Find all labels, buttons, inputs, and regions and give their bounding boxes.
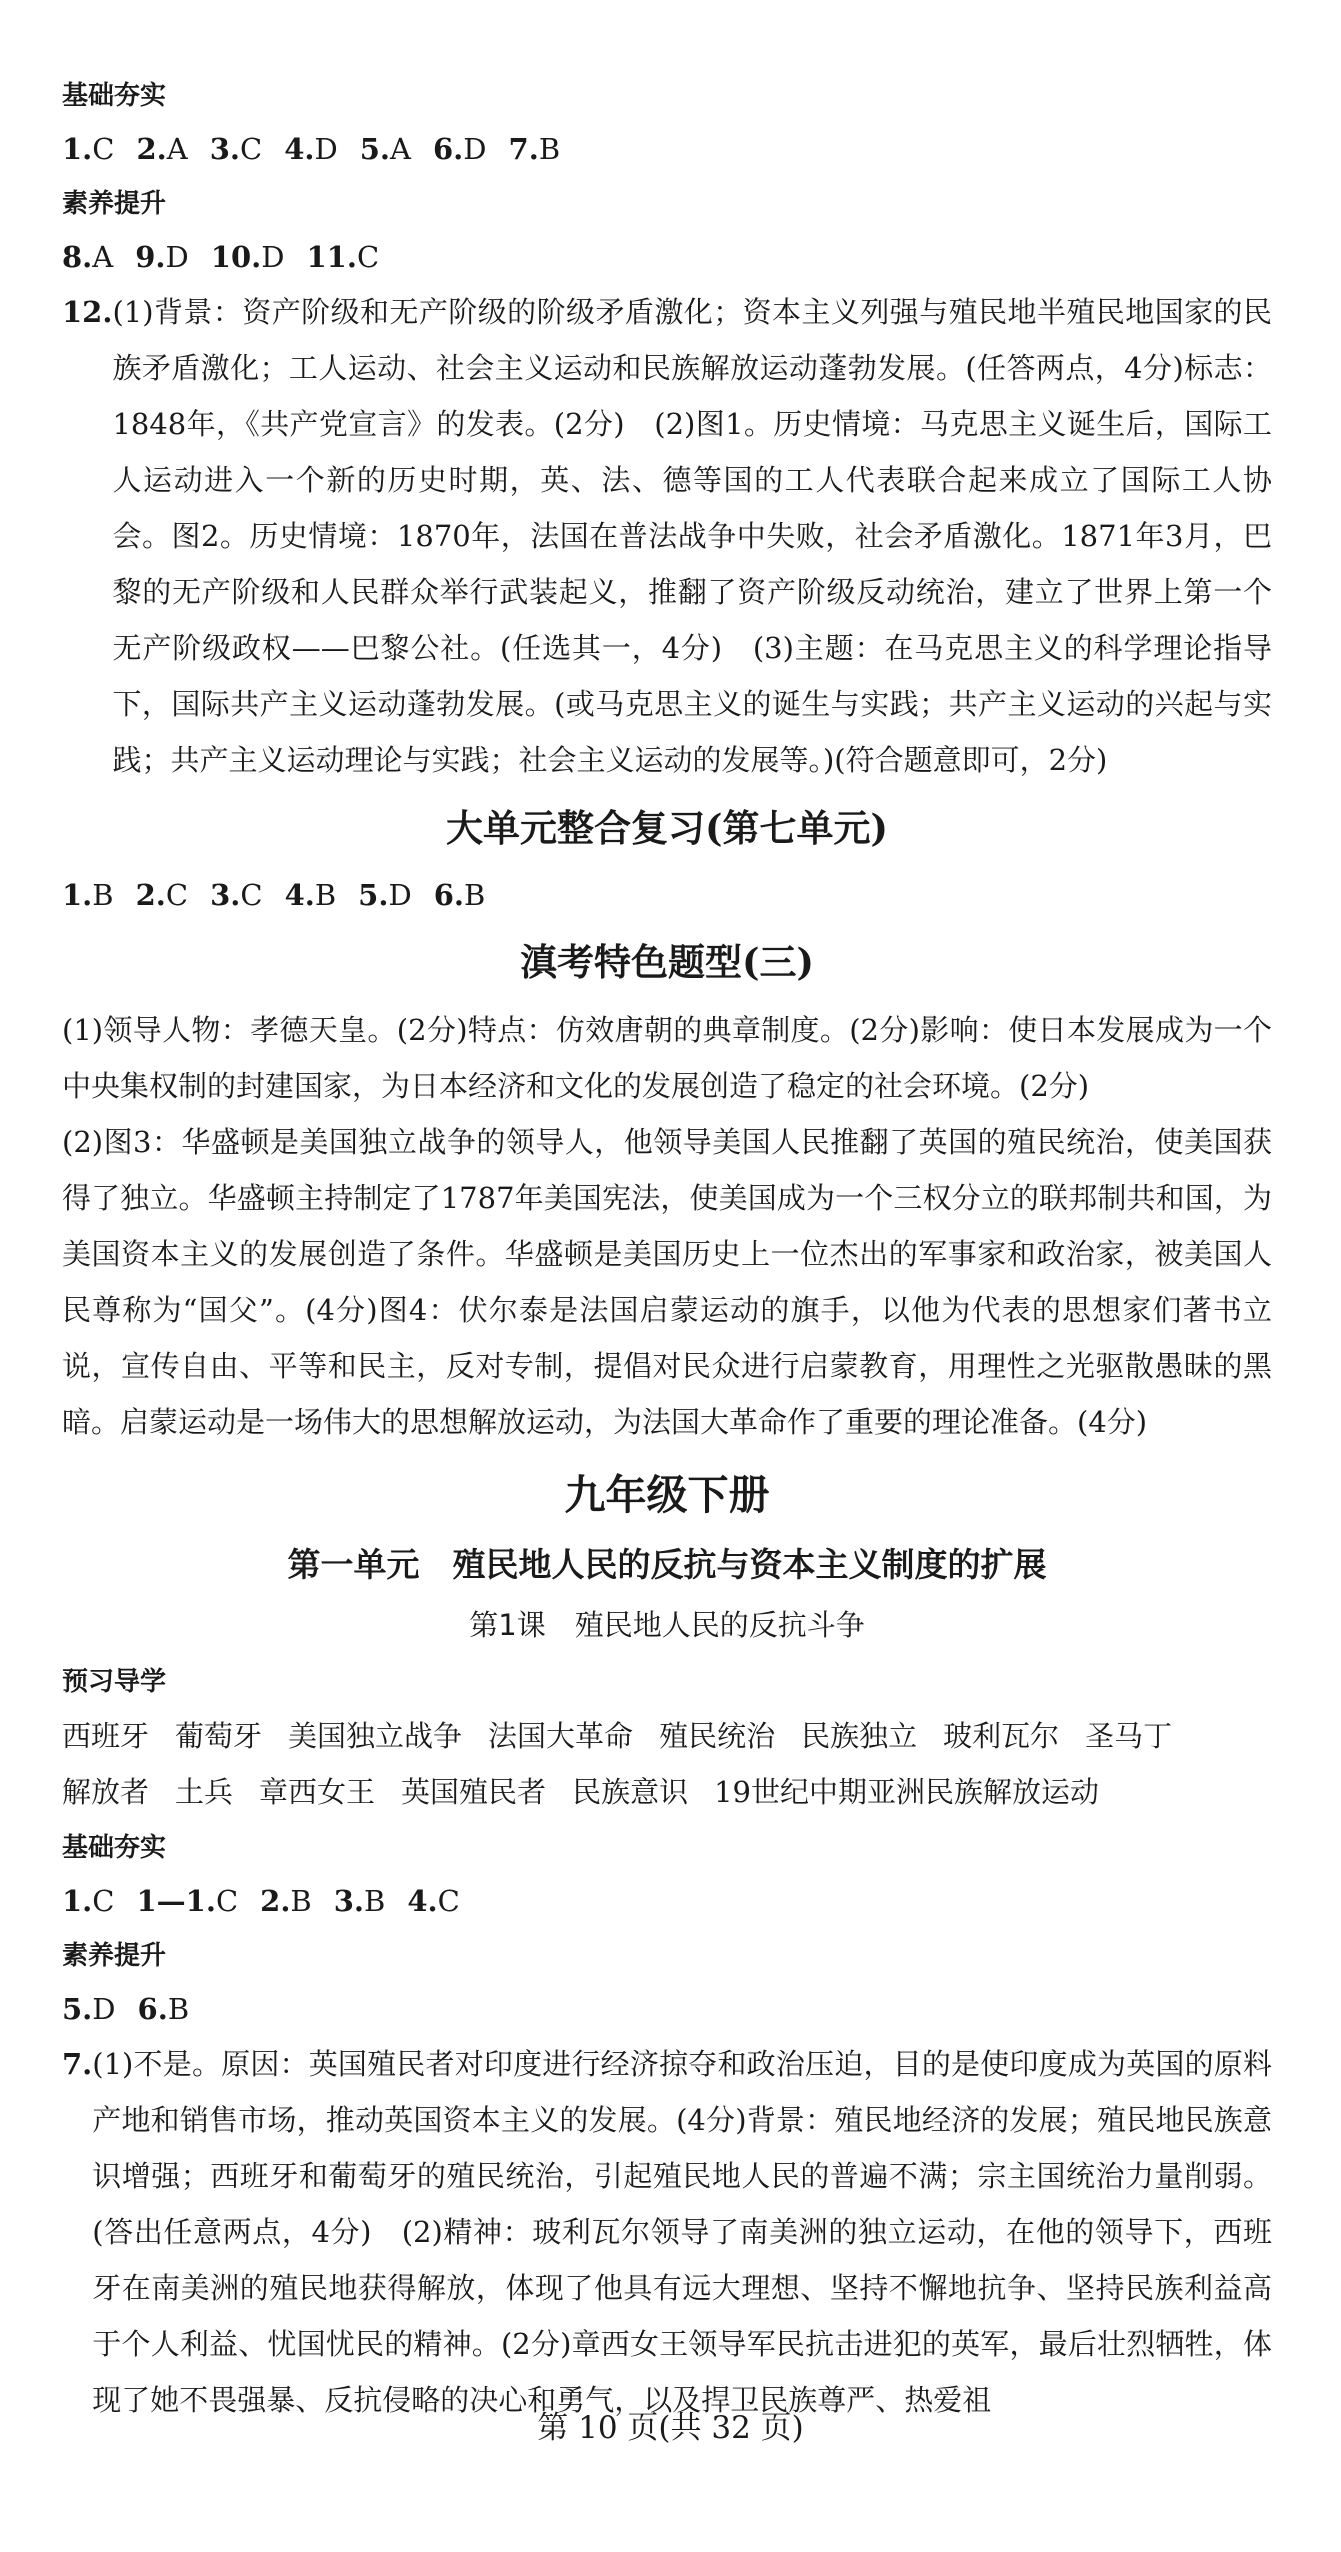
answer-item	[509, 132, 561, 166]
preview-term: 民族意识	[572, 1775, 689, 1809]
answer-number: 3.	[333, 1884, 365, 1918]
answer-number: 1.	[62, 1884, 93, 1918]
answer-choice: C	[215, 1884, 239, 1918]
preview-term: 殖民统治	[659, 1719, 776, 1753]
answer-number: 6.	[432, 132, 464, 166]
question-text: (1)背景：资产阶级和无产阶级的阶级矛盾激化；资本主义列强与殖民地半殖民地国家的民族矛盾激化；工人运动、社会主义运动和民族解放运动蓬勃发展。(任答两点，4分)标志：1848年，《共产党宣言》的发表。(2分) (2)图1。历史情境：马克思主义诞生后，国际工人运动进入一个新的历史时期，英、法、德等国的工人代表联合起来成立了国际工人协会。图2。历史情境：1870年，法国在普法战争中失败，社会矛盾激化。1871年3月，巴黎的无产阶级和人民群众举行武装起义，推翻了资产阶级反动统治，建立了世界上第一个无产阶级政权——巴黎公社。(任选其一，4分) (3)主题：在马克思主义的科学理论指导下，国际共产主义运动蓬勃发展。(或马克思主义的诞生与实践；共产主义运动的兴起与实践；共产主义运动理论与实践；社会主义运动的发展等。)(符合题意即可，2分)	[112, 295, 1272, 777]
answer-choice: D	[92, 1992, 116, 2026]
answer-item	[407, 1884, 459, 1918]
lesson-basic-answers	[62, 1874, 1272, 1928]
answer-item	[360, 132, 411, 166]
answer-item	[62, 1884, 114, 1918]
preview-term: 法国大革命	[488, 1719, 634, 1753]
answer-choice: D	[165, 240, 189, 274]
special-paragraph-2: (2)图3：华盛顿是美国独立战争的领导人，他领导美国人民推翻了英国的殖民统治，使美国获得了独立。华盛顿主持制定了1787年美国宪法，使美国成为一个三权分立的联邦制共和国，为美国资本主义的发展创造了条件。华盛顿是美国历史上一位杰出的军事家和政治家，被美国人民尊称为“国父”。(4分)图4：伏尔泰是法国启蒙运动的旗手，以他为代表的思想家们著书立说，宣传自由、平等和民主，反对专制，提倡对民众进行启蒙教育，用理性之光驱散愚昧的黑暗。启蒙运动是一场伟大的思想解放运动，为法国大革命作了重要的理论准备。(4分)	[62, 1125, 1272, 1439]
answer-number: 1.	[62, 132, 93, 166]
preview-term: 玻利瓦尔	[943, 1719, 1060, 1753]
improve-label: 素养提升	[62, 189, 167, 219]
answer-number: 6.	[433, 878, 464, 912]
answer-choice: B	[463, 878, 486, 912]
answer-item	[285, 878, 337, 912]
answer-choice: C	[165, 878, 189, 912]
answer-item	[62, 878, 114, 912]
basic-label: 基础夯实	[62, 81, 167, 111]
answer-number: 1—1.	[136, 1884, 216, 1918]
lesson-improve-label: 素养提升	[62, 1941, 167, 1971]
grade-title: 九年级下册	[564, 1471, 770, 1519]
answer-choice: B	[364, 1884, 386, 1918]
answer-choice: C	[356, 240, 380, 274]
answer-choice: C	[92, 132, 115, 166]
answer-number: 4.	[284, 878, 315, 912]
lesson-title: 第1课 殖民地人民的反抗斗争	[469, 1608, 865, 1642]
question-number: 7.	[62, 2047, 93, 2081]
answer-choice: B	[167, 1992, 190, 2026]
unit-title: 第一单元 殖民地人民的反抗与资本主义制度的扩展	[287, 1545, 1047, 1584]
answer-item	[211, 240, 285, 274]
review-answers	[62, 868, 1272, 922]
answer-number: 6.	[137, 1992, 168, 2026]
answer-number: 5.	[359, 132, 391, 166]
preview-term: 美国独立战争	[288, 1719, 463, 1753]
preview-terms-line-2	[62, 1764, 1272, 1820]
answer-choice: C	[92, 1884, 115, 1918]
answer-choice: D	[261, 240, 285, 274]
lesson-improve-answers	[62, 1982, 1272, 2036]
answer-choice: C	[240, 878, 263, 912]
preview-label: 预习导学	[62, 1667, 167, 1697]
answer-item	[136, 1884, 238, 1918]
answer-choice: B	[314, 878, 337, 912]
answer-number: 2.	[135, 878, 166, 912]
question-text: (1)不是。原因：英国殖民者对印度进行经济掠夺和政治压迫，目的是使印度成为英国的原料产地和销售市场，推动英国资本主义的发展。(4分)背景：殖民地经济的发展；殖民地民族意识增强；西班牙和葡萄牙的殖民统治，引起殖民地人民的普遍不满；宗主国统治力量削弱。(答出任意两点，4分) (2)精神：玻利瓦尔领导了南美洲的独立运动，在他的领导下，西班牙在南美洲的殖民地获得解放，体现了他具有远大理想、坚持不懈地抗争、坚持民族利益高于个人利益、忧国忧民的精神。(2分)章西女王领导军民抗击进犯的英军，最后壮烈牺牲，体现了她不畏强暴、反抗侵略的决心和勇气，以及捍卫民族尊严、热爱祖	[92, 2047, 1272, 2417]
preview-term: 圣马丁	[1085, 1719, 1173, 1753]
answer-choice: D	[388, 878, 412, 912]
preview-term: 土兵	[175, 1775, 234, 1809]
page-footer: 第 10 页(共 32 页)	[537, 2410, 804, 2446]
answer-number: 10.	[210, 240, 262, 274]
answer-number: 4.	[284, 132, 315, 166]
answer-item	[284, 132, 338, 166]
answer-choice: D	[463, 132, 487, 166]
answer-item	[62, 132, 114, 166]
answer-choice: D	[314, 132, 338, 166]
answer-item	[136, 132, 187, 166]
preview-term: 民族独立	[801, 1719, 918, 1753]
answer-choice: B	[538, 132, 561, 166]
answer-number: 2.	[260, 1884, 291, 1918]
answer-item	[135, 240, 189, 274]
improve-answers	[62, 230, 1272, 284]
answer-item	[434, 878, 486, 912]
answer-number: 11.	[306, 240, 357, 274]
answer-page	[62, 68, 1272, 2428]
answer-number: 5.	[358, 878, 389, 912]
answer-choice: A	[390, 132, 411, 166]
answer-choice: A	[92, 240, 114, 274]
question-12	[62, 284, 1272, 788]
answer-item	[358, 878, 412, 912]
answer-item	[260, 1884, 312, 1918]
answer-number: 7.	[508, 132, 539, 166]
preview-term: 西班牙	[62, 1719, 150, 1753]
answer-choice: C	[240, 132, 263, 166]
answer-item	[62, 1992, 116, 2026]
answer-item	[62, 240, 113, 274]
answer-number: 4.	[407, 1884, 438, 1918]
answer-number: 3.	[209, 132, 240, 166]
answer-number: 3.	[210, 878, 241, 912]
answer-choice: B	[92, 878, 114, 912]
answer-choice: B	[290, 1884, 312, 1918]
answer-number: 8.	[62, 240, 93, 274]
answer-item	[210, 132, 262, 166]
lesson-basic-label: 基础夯实	[62, 1833, 167, 1863]
answer-item	[433, 132, 487, 166]
preview-term: 葡萄牙	[175, 1719, 263, 1753]
preview-term: 解放者	[62, 1775, 150, 1809]
answer-number: 2.	[136, 132, 167, 166]
answer-item	[136, 878, 188, 912]
answer-number: 9.	[135, 240, 166, 274]
answer-item	[334, 1884, 386, 1918]
special-paragraph-1: (1)领导人物：孝德天皇。(2分)特点：仿效唐朝的典章制度。(2分)影响：使日本发展成为一个中央集权制的封建国家，为日本经济和文化的发展创造了稳定的社会环境。(2分)	[62, 1013, 1272, 1103]
preview-term: 章西女王	[259, 1775, 376, 1809]
preview-term: 英国殖民者	[401, 1775, 547, 1809]
preview-term: 19世纪中期亚洲民族解放运动	[714, 1775, 1099, 1809]
special-title: 滇考特色题型(三)	[519, 940, 814, 984]
basic-answers	[62, 122, 1272, 176]
question-number: 12.	[62, 295, 113, 329]
preview-terms-line-1	[62, 1708, 1272, 1764]
answer-number: 5.	[62, 1992, 93, 2026]
answer-item	[307, 240, 380, 274]
answer-item	[210, 878, 262, 912]
review-title: 大单元整合复习(第七单元)	[445, 806, 888, 850]
answer-number: 1.	[62, 878, 93, 912]
answer-choice: C	[437, 1884, 460, 1918]
question-7	[62, 2036, 1272, 2428]
answer-item	[138, 1992, 190, 2026]
answer-choice: A	[166, 132, 188, 166]
